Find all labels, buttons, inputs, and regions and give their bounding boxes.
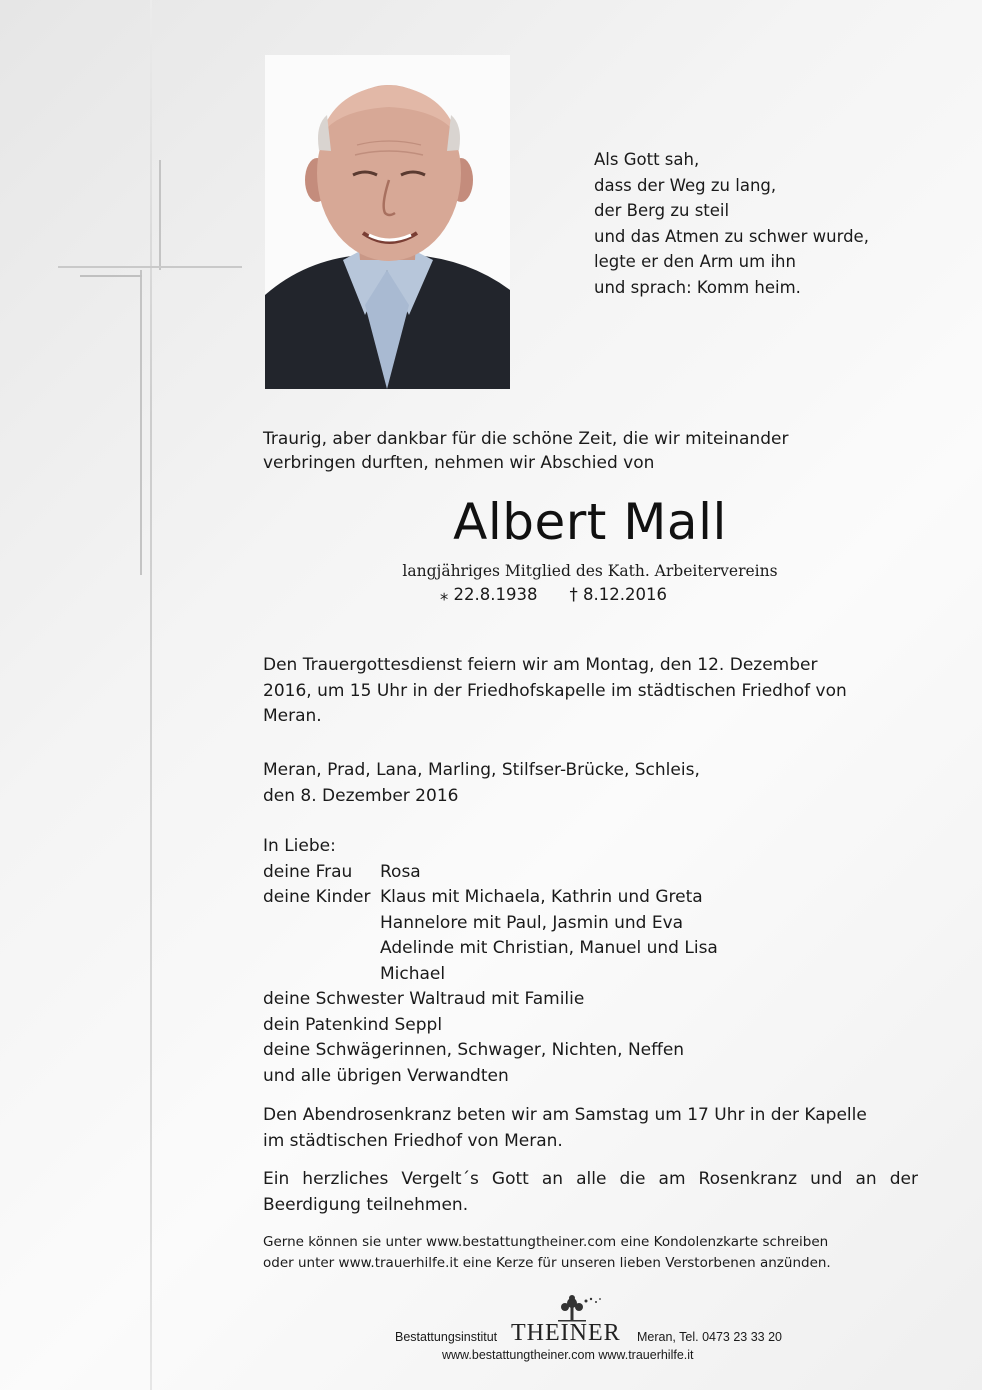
cross-horizontal-line-inner <box>80 275 142 277</box>
footer-websites: www.bestattungtheiner.com www.trauerhilfe.it <box>442 1348 694 1362</box>
birth-date: ⁎ 22.8.1938 <box>440 585 538 604</box>
online-note <box>263 1232 831 1274</box>
intro-line: verbringen durften, nehmen wir Abschied von <box>263 453 655 473</box>
cross-vertical-line <box>150 0 152 1390</box>
life-dates <box>440 584 667 606</box>
poem <box>594 147 869 301</box>
family-member: deine Schwägerinnen, Schwager, Nichten, Neffen <box>263 1040 685 1060</box>
family-row-children <box>263 885 923 911</box>
child-entry: Hannelore mit Paul, Jasmin und Eva <box>380 912 684 933</box>
thanks-line: Beerdigung teilnehmen. <box>263 1194 469 1215</box>
family-list <box>263 834 923 1089</box>
family-member: deine Schwester Waltraud mit Familie <box>263 989 585 1009</box>
poem-line: und das Atmen zu schwer wurde, <box>594 226 869 246</box>
family-member: und alle übrigen Verwandten <box>263 1065 509 1086</box>
children-label: deine Kinder <box>263 887 371 907</box>
thanks-text <box>263 1167 918 1218</box>
service-line: 2016, um 15 Uhr in der Friedhofskapelle im städtischen Friedhof von <box>263 680 847 701</box>
wife-name: Rosa <box>380 861 421 882</box>
places-line: Meran, Prad, Lana, Marling, Stilfser-Brücke, Schleis, <box>263 760 700 780</box>
brand-name: THEINER <box>511 1320 621 1346</box>
poem-line: der Berg zu steil <box>594 201 730 221</box>
poem-line: dass der Weg zu lang, <box>594 175 777 195</box>
family-row-wife <box>263 860 923 886</box>
child-entry: Klaus mit Michaela, Kathrin und Greta <box>380 887 703 907</box>
service-line: Den Trauergottesdienst feiern wir am Montag, den 12. Dezember <box>263 655 818 675</box>
rosary-line: Den Abendrosenkranz beten wir am Samstag um 17 Uhr in der Kapelle <box>263 1105 867 1125</box>
child-entry: Michael <box>380 963 446 984</box>
places-date <box>263 758 923 809</box>
poem-line: und sprach: Komm heim. <box>594 277 801 297</box>
online-note-line: oder unter www.trauerhilfe.it eine Kerze für unseren lieben Verstorbenen anzünden. <box>263 1255 831 1271</box>
portrait-photo <box>265 55 510 389</box>
wife-label: deine Frau <box>263 861 353 882</box>
online-note-line: Gerne können sie unter www.bestattungtheiner.com eine Kondolenzkarte schreiben <box>263 1234 829 1250</box>
deceased-subtitle: langjähriges Mitglied des Kath. Arbeitervereins <box>402 562 778 580</box>
poem-line: Als Gott sah, <box>594 150 700 169</box>
phone-info: Meran, Tel. 0473 23 33 20 <box>637 1330 783 1344</box>
service-line: Meran. <box>263 706 322 726</box>
family-row-child <box>263 936 923 962</box>
rosary-info <box>263 1103 923 1154</box>
cross-vertical-line-upper <box>159 160 161 270</box>
intro-line: Traurig, aber dankbar für die schöne Zeit, die wir miteinander <box>263 429 789 449</box>
death-date: † 8.12.2016 <box>569 585 667 604</box>
rosary-line: im städtischen Friedhof von Meran. <box>263 1130 563 1151</box>
institut-label: Bestattungsinstitut <box>395 1330 498 1344</box>
service-info <box>263 653 923 730</box>
family-row-child <box>263 911 923 937</box>
family-member: dein Patenkind Seppl <box>263 1014 443 1035</box>
family-heading: In Liebe: <box>263 836 336 856</box>
poem-line: legte er den Arm um ihn <box>594 252 796 272</box>
child-entry: Adelinde mit Christian, Manuel und Lisa <box>380 938 718 958</box>
deceased-name: Albert Mall <box>453 493 727 551</box>
intro-text <box>263 427 863 475</box>
thanks-line: Ein herzliches Vergelt´s Gott an alle die am Rosenkranz und an der <box>263 1169 918 1189</box>
date-line: den 8. Dezember 2016 <box>263 785 459 806</box>
family-row-child <box>263 962 923 988</box>
cross-vertical-line-lower <box>140 270 142 575</box>
cross-horizontal-line <box>58 266 242 268</box>
